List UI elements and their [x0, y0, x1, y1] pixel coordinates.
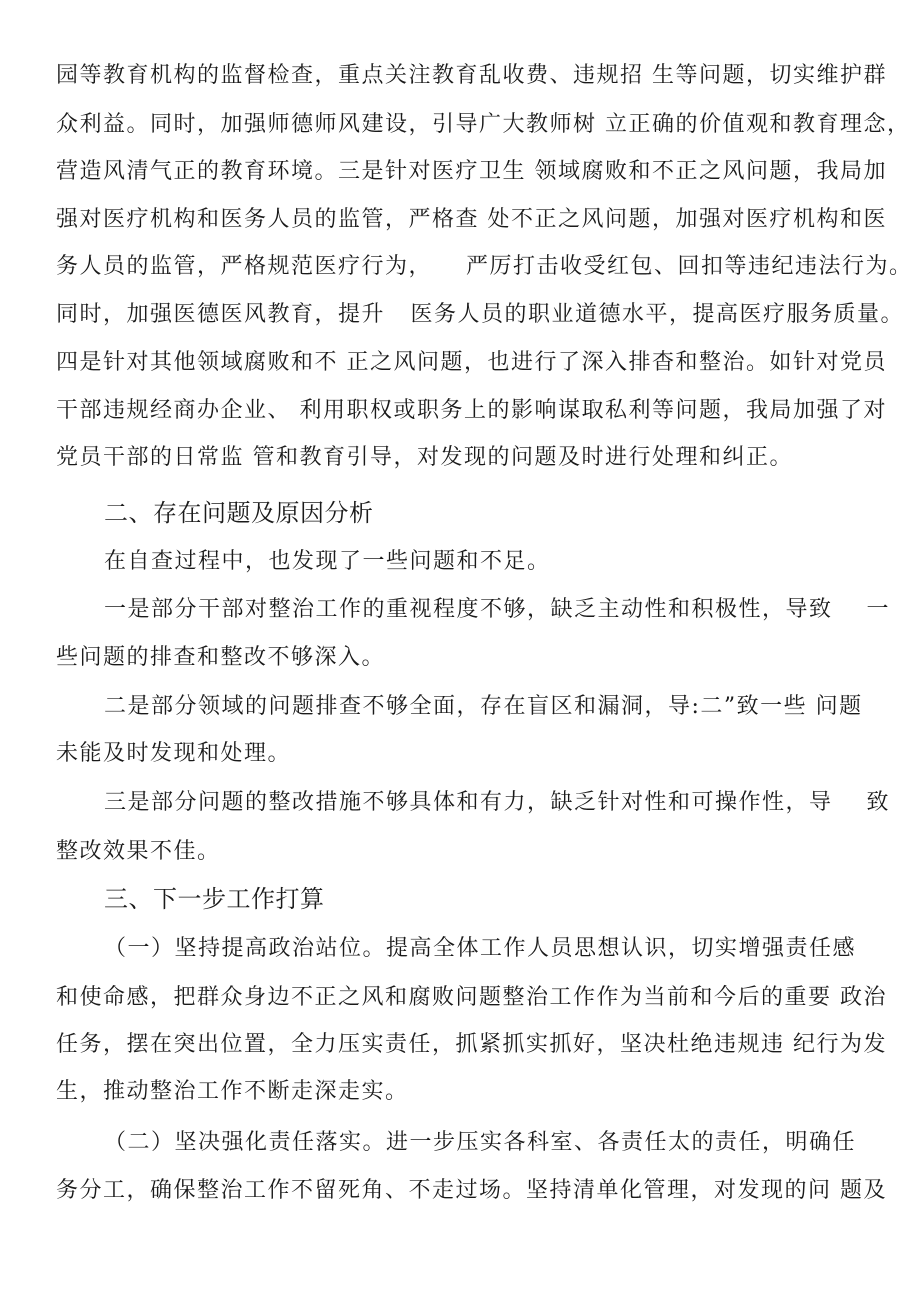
- body-text-line: 同时，加强医德医风教育，提升 医务人员的职业道德水平，提高医疗服务质量。: [56, 302, 904, 327]
- body-text-line: 务分工，确保整治工作不留死角、不走过场。坚持清单化管理，对发现的问 题及: [56, 1178, 887, 1203]
- body-text-line: 任务，摆在突出位置，全力压实责任，抓紧抓实抓好，坚决杜绝违规违 纪行为发: [56, 1032, 887, 1057]
- body-text-line: 党员干部的日常监 管和教育引导，对发现的问题及时进行处理和纠正。: [56, 445, 793, 470]
- body-text-line: 一是部分干部对整治工作的重视程度不够，缺乏主动性和积极性，导致 一: [104, 597, 890, 622]
- body-text-line: 四是针对其他领域腐败和不 正之风问题，也进行了深入排杳和整治。如针对党员: [56, 350, 887, 375]
- body-text-line: 干部违规经商办企业、 利用职权或职务上的影响谋取私利等问题，我局加强了对: [56, 398, 887, 423]
- body-text-line: （二）坚决强化责任落实。进一步压实各科室、各责任太的责任，明确任: [104, 1130, 857, 1155]
- section-heading: 二、存在问题及原因分析: [104, 499, 374, 527]
- body-text-line: 在自查过程中，也发现了一些问题和不足。: [104, 549, 551, 574]
- body-text-line: （一）坚持提高政治站位。提高全体工作人员思想认识，切实增强责任感: [104, 936, 857, 961]
- body-text-line: 众利益。同时，加强师德师风建设，引导广大教师树 立正确的价值观和教育理念，: [56, 112, 911, 137]
- body-text-line: 生，推动整治工作不断走深走实。: [56, 1079, 409, 1104]
- body-text-line: 些问题的排查和整改不够深入。: [56, 645, 386, 670]
- body-text-line: 整改效果不佳。: [56, 839, 221, 864]
- body-text-line: 三是部分问题的整改措施不够具体和有力，缺乏针对性和可操作性，导 致: [104, 790, 890, 815]
- body-text-line: 强对医疗机构和医务人员的监管，严格查 处不正之风问题，加强对医疗机构和医: [56, 207, 887, 232]
- body-text-line: 二是部分领域的问题排查不够全面，存在盲区和漏洞，导:二”致一些 问题: [104, 694, 863, 719]
- section-heading: 三、下一步工作打算: [104, 885, 325, 913]
- body-text-line: 和使命感，把群众身边不正之风和腐败问题整治工作作为当前和今后的重要 政治: [56, 985, 887, 1010]
- body-text-line: 营造风清气正的教育环境。三是针对医疗卫生 领域腐败和不正之风问题，我局加: [56, 159, 887, 184]
- body-text-line: 务人员的监管，严格规范医疗行为， 严厉打击收受红包、回扣等违纪违法行为。: [56, 254, 913, 279]
- body-text-line: 未能及时发现和处理。: [56, 741, 292, 766]
- body-text-line: 园等教育机构的监督检查，重点关注教育乱收费、违规招 生等问题，切实维护群: [56, 63, 887, 88]
